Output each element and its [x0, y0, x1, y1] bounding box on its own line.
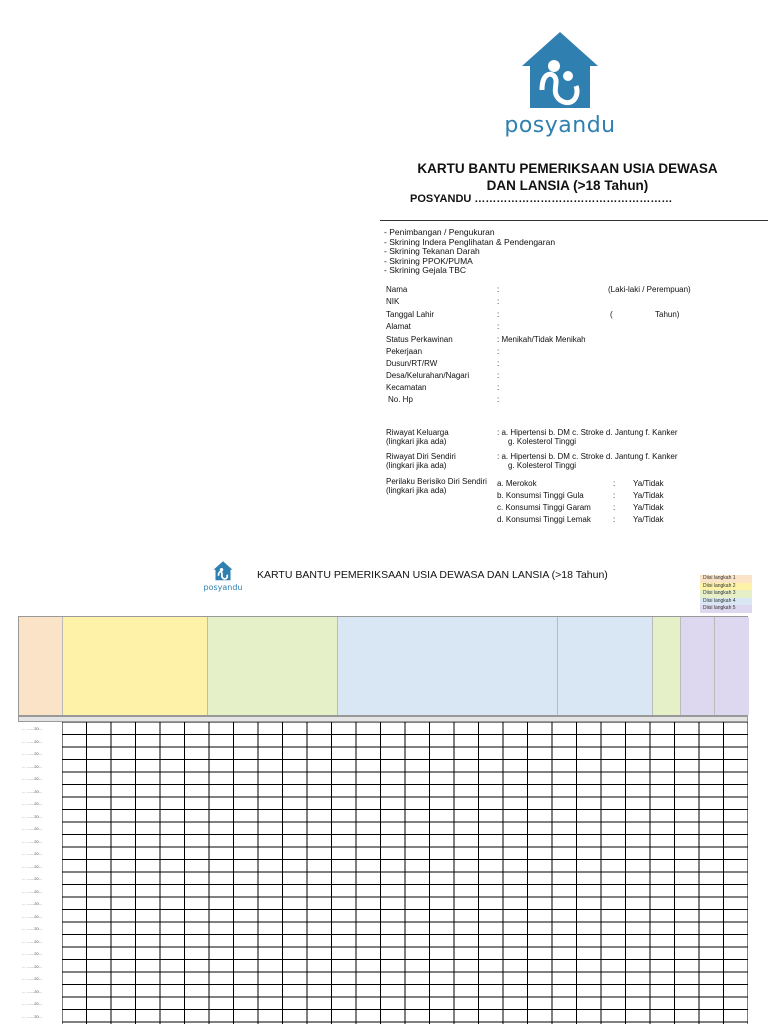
- perilaku-item-value: Ya/Tidak: [633, 479, 664, 488]
- perilaku-item-value: Ya/Tidak: [633, 515, 664, 524]
- row-date-label: ... .......20...: [22, 988, 43, 994]
- house-family-icon: [520, 30, 600, 112]
- perilaku-item-colon: :: [613, 491, 616, 500]
- perilaku-item-colon: :: [613, 503, 616, 512]
- perilaku-item-value: Ya/Tidak: [633, 491, 664, 500]
- riwayat-keluarga-options: : a. Hipertensi b. DM c. Stroke d. Jantung f. Kanker: [497, 428, 678, 437]
- pekerjaan-colon: :: [497, 347, 500, 356]
- card-title: [410, 160, 725, 194]
- header-cell: [681, 617, 715, 715]
- step-legend: [700, 575, 752, 613]
- row-date-label: ... .......20...: [22, 913, 43, 919]
- card2-title: KARTU BANTU PEMERIKSAAN USIA DEWASA DAN LANSIA (>18 Tahun): [257, 569, 608, 581]
- header-cell: [208, 617, 338, 715]
- logo-text: posyandu: [504, 113, 616, 138]
- riwayat-keluarga-options-2: g. Kolesterol Tinggi: [508, 437, 577, 446]
- status-value: : Menikah/Tidak Menikah: [497, 335, 586, 344]
- row-date-label: ... .......20...: [22, 876, 43, 881]
- riwayat-diri-options-2: g. Kolesterol Tinggi: [508, 461, 577, 470]
- title-line-1: KARTU BANTU PEMERIKSAAN USIA DEWASA: [417, 161, 718, 176]
- perilaku-item-name: c. Konsumsi Tinggi Garam: [497, 503, 591, 512]
- row-date-label: ... .......20...: [22, 863, 43, 869]
- legend-item: Diisi langkah 3: [700, 590, 752, 598]
- tahun-open: (: [610, 310, 613, 319]
- row-date-label: ... .......20...: [22, 938, 43, 944]
- logo-text: posyandu: [203, 583, 243, 592]
- riwayat-diri-sub: (lingkari jika ada): [386, 461, 447, 470]
- hp-label: No. Hp: [388, 395, 413, 404]
- table-body: [62, 722, 748, 1024]
- row-date-label: ... .......20...: [22, 926, 43, 931]
- nik-colon: :: [497, 297, 500, 306]
- kecamatan-label: Kecamatan: [386, 383, 427, 392]
- kecamatan-colon: :: [497, 383, 500, 392]
- desa-label: Desa/Kelurahan/Nagari: [386, 371, 470, 380]
- header-cell: [338, 617, 558, 715]
- riwayat-keluarga-label: Riwayat Keluarga: [386, 428, 449, 437]
- row-date-label: ... .......20...: [22, 901, 43, 906]
- legend-item: Diisi langkah 4: [700, 598, 752, 606]
- riwayat-diri-label: Riwayat Diri Sendiri: [386, 452, 456, 461]
- row-date-label: ... .......20...: [22, 1001, 43, 1006]
- row-date-label: ... .......20...: [22, 851, 43, 856]
- tgl-lahir-colon: :: [497, 310, 500, 319]
- row-date-label: ... .......20...: [22, 1013, 43, 1019]
- desa-colon: :: [497, 371, 500, 380]
- tahun-label: Tahun): [655, 310, 680, 319]
- row-date-label: ... .......20...: [22, 951, 43, 956]
- header-cell: [653, 617, 681, 715]
- row-date-label: ... .......20...: [22, 776, 43, 781]
- row-date-label: ... .......20...: [22, 801, 43, 806]
- list-item: - Skrining Tekanan Darah: [384, 247, 555, 257]
- divider: [380, 220, 768, 221]
- table-header: [18, 616, 748, 716]
- list-item: - Skrining Indera Penglihatan & Pendengaran: [384, 238, 555, 248]
- hp-colon: :: [497, 395, 500, 404]
- legend-item: Diisi langkah 5: [700, 605, 752, 613]
- dusun-colon: :: [497, 359, 500, 368]
- nama-colon: :: [497, 285, 500, 294]
- row-date-label: ... .......20...: [22, 888, 43, 894]
- tgl-lahir-label: Tanggal Lahir: [386, 310, 435, 319]
- nama-label: Nama: [386, 285, 408, 294]
- alamat-label: Alamat: [386, 322, 411, 331]
- row-date-label: ... .......20...: [22, 763, 43, 769]
- perilaku-item-colon: :: [613, 515, 616, 524]
- row-date-label: ... .......20...: [22, 788, 43, 794]
- row-date-label: ... .......20...: [22, 976, 43, 981]
- row-date-label: ... .......20...: [22, 826, 43, 831]
- riwayat-diri-options: : a. Hipertensi b. DM c. Stroke d. Jantung f. Kanker: [497, 452, 678, 461]
- header-cell: [715, 617, 749, 715]
- legend-item: Diisi langkah 2: [700, 583, 752, 591]
- header-cell: [19, 617, 63, 715]
- header-cell: [558, 617, 653, 715]
- row-date-label: ... .......20...: [22, 838, 43, 844]
- posyandu-name-line: POSYANDU ………………………………………………: [410, 193, 673, 205]
- perilaku-item-name: a. Merokok: [497, 479, 537, 488]
- perilaku-item-name: d. Konsumsi Tinggi Lemak: [497, 515, 591, 524]
- row-date-label: ... .......20...: [22, 738, 43, 744]
- house-family-icon: [213, 560, 233, 582]
- legend-item: Diisi langkah 1: [700, 575, 752, 583]
- perilaku-label: Perilaku Berisiko Diri Sendiri: [386, 477, 487, 486]
- list-item: - Skrining Gejala TBC: [384, 266, 555, 276]
- riwayat-keluarga-sub: (lingkari jika ada): [386, 437, 447, 446]
- title-line-2: DAN LANSIA (>18 Tahun): [486, 178, 649, 193]
- alamat-colon: :: [497, 322, 500, 331]
- perilaku-sub: (lingkari jika ada): [386, 486, 447, 495]
- perilaku-item-colon: :: [613, 479, 616, 488]
- posyandu-logo: [495, 30, 625, 142]
- row-label-column: [18, 722, 62, 1024]
- posyandu-logo-small: [203, 560, 243, 594]
- list-item: - Penimbangan / Pengukuran: [384, 228, 555, 238]
- header-cell: [63, 617, 208, 715]
- gender-options: (Laki-laki / Perempuan): [608, 285, 691, 294]
- perilaku-item-name: b. Konsumsi Tinggi Gula: [497, 491, 584, 500]
- row-date-label: ... .......20...: [22, 963, 43, 969]
- status-label: Status Perkawinan: [386, 335, 453, 344]
- screening-checklist: [384, 228, 555, 276]
- pekerjaan-label: Pekerjaan: [386, 347, 423, 356]
- row-date-label: ... .......20...: [22, 726, 43, 731]
- row-date-label: ... .......20...: [22, 751, 43, 756]
- nik-label: NIK: [386, 297, 400, 306]
- dusun-label: Dusun/RT/RW: [386, 359, 438, 368]
- list-item: - Skrining PPOK/PUMA: [384, 257, 555, 267]
- row-date-label: ... .......20...: [22, 813, 43, 819]
- perilaku-item-value: Ya/Tidak: [633, 503, 664, 512]
